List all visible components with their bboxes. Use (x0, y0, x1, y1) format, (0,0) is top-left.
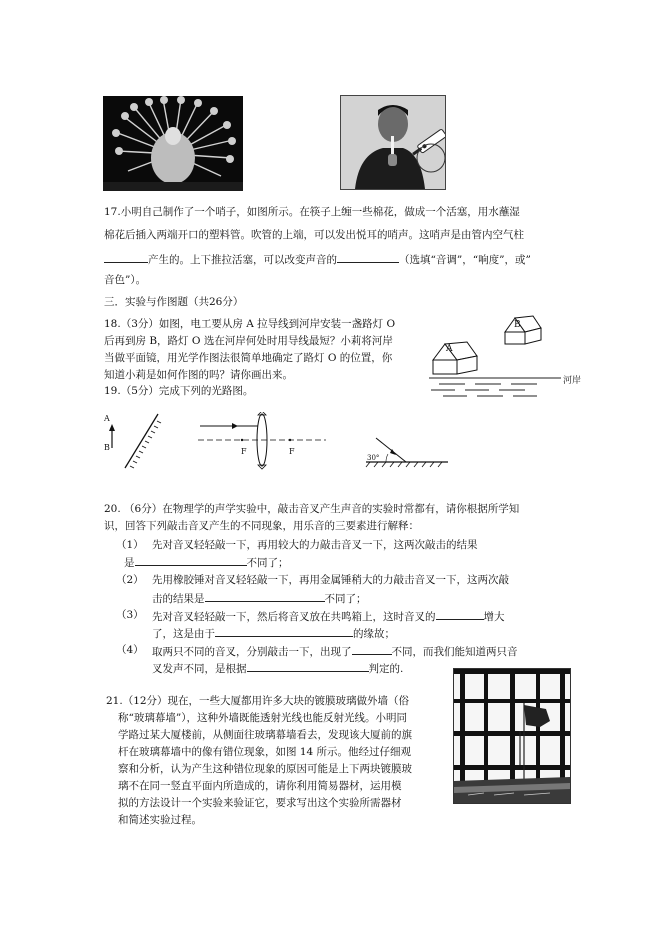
q17-line4: 音色”）。 (104, 274, 147, 286)
reflection-surface-diagram (362, 432, 452, 472)
q20-blank-2[interactable] (205, 590, 325, 602)
q21-line4: 杆在玻璃幕墙中的像有错位现象，如图 14 所示。他经过仔细观 (118, 746, 412, 758)
q18-line3: 当做平面镜，用光学作图法很简单地确定了路灯 O 的位置，你 (104, 352, 393, 364)
house-b-icon (505, 316, 541, 344)
q20-line2: 识，回答下列敲击音叉产生的不同现象，用乐音的三要素进行解释： (104, 520, 419, 532)
angle-label: 30° (367, 454, 380, 462)
focus-right-label: F (289, 447, 295, 456)
q20-item3-text: 先对音叉轻轻敲一下，然后将音叉放在共鸣箱上，这时音叉的 增大 (152, 608, 505, 624)
q18-line4: 知道小莉是如何作图的吗？请你画出来。 (104, 369, 293, 381)
dance-figure-icon (103, 96, 243, 191)
point-b-label: B (104, 443, 110, 452)
q20-blank-4a[interactable] (352, 643, 392, 655)
q20-blank-3a[interactable] (436, 608, 484, 620)
q18-line1: 18.（3分）如图，电工要从房 A 拉导线到河岸安装一盏路灯 O (104, 318, 396, 330)
q18-line2: 后再到房 B，路灯 O 选在河岸何处时用导线最短？小莉将河岸 (104, 335, 393, 347)
q17-line3 (104, 251, 531, 267)
q20-blank-4b[interactable] (247, 660, 369, 672)
q20-item4-answer: 叉发声不同，是根据 判定的. (152, 660, 403, 676)
q20-line1: 20. （6分）在物理学的声学实验中，敲击音叉产生声音的实验时常都有，请你根据所学知 (104, 503, 520, 515)
q20-item2-text: 先用橡胶锤对音叉轻轻敲一下，再用金属锤稍大的力敲击音叉一下，这两次敲 (152, 574, 509, 586)
q17-line3-text: 产生的。上下推拉活塞，可以改变声音的 (148, 254, 337, 266)
q20-blank-1[interactable] (135, 554, 247, 566)
section-3-heading: 三．实验与作图题（共26分） (104, 296, 244, 308)
house-a-icon (433, 342, 477, 374)
point-a-label: A (104, 414, 110, 423)
flagpole-reflection-icon (454, 669, 570, 803)
q21-line6: 璃不在同一竖直平面内所造成的，请你利用简易器材，运用模 (118, 780, 402, 792)
houses-river-diagram (425, 312, 585, 404)
q20-item1-answer: 是 不同了； (124, 554, 289, 570)
glass-curtain-wall-photo (453, 668, 571, 804)
q21-line3: 学路过某大厦楼前，从侧面往玻璃幕墙看去，发现该大厦前的旗 (118, 729, 412, 741)
q20-blank-3b[interactable] (215, 625, 353, 637)
q20-item2-answer: 击的结果是 不同了； (152, 590, 367, 606)
q20-item4-num: （4） (116, 644, 144, 656)
q17-line2: 棉花后插入两端开口的塑料管。吹管的上端，可以发出悦耳的哨声。这哨声是由管内空气柱 (104, 229, 524, 241)
q20-item4-text: 取两只不同的音叉，分别敲击一下，出现了 不同，而我们能知道两只音 (152, 643, 518, 659)
q20-item1-text: 先对音叉轻轻敲一下，再用较大的力敲击音叉一下，这两次敲击的结果 (152, 539, 478, 551)
q20-item3-num: （3） (116, 609, 144, 621)
focus-left-label: F (241, 447, 247, 456)
q20-item2-num: （2） (116, 574, 144, 586)
boy-whistle-photo (340, 95, 446, 190)
q21-line7: 拟的方法设计一个实验来验证它，要求写出这个实验所需器材 (118, 797, 402, 809)
boy-with-whistle-icon (341, 96, 445, 189)
q20-item1-num: （1） (116, 539, 144, 551)
mirror-diagram (100, 410, 170, 472)
q20-item3-answer: 了，这是由于 的缘故； (152, 625, 395, 641)
q17-blank-source[interactable] (104, 251, 148, 263)
house-a-label: A (446, 344, 453, 354)
q17-line1: 17.小明自己制作了一个哨子，如图所示。在筷子上缠一些棉花，做成一个活塞，用水蘸湿 (104, 206, 520, 218)
q21-line5: 察和分析，认为产生这种错位现象的原因可能是上下两块镀膜玻 (118, 763, 412, 775)
q21-line1: 21.（12分）现在，一些大厦都用许多大块的镀膜玻璃做外墙（俗 (106, 695, 410, 707)
thousand-hand-dance-photo (103, 96, 243, 191)
q17-blank-property[interactable] (337, 251, 399, 263)
q21-line2: 称“玻璃幕墙”），这种外墙既能透射光线也能反射光线。小明同 (118, 712, 407, 724)
convex-lens-diagram (198, 412, 328, 472)
q21-line8: 和简述实验过程。 (118, 814, 202, 826)
q17-line3-options: （选填“音调”，“响度”，或” (399, 254, 531, 266)
q19-title: 19.（5分）完成下列的光路图。 (104, 385, 254, 397)
house-b-label: B (514, 320, 521, 330)
river-bank-label: 河岸 (563, 376, 582, 386)
